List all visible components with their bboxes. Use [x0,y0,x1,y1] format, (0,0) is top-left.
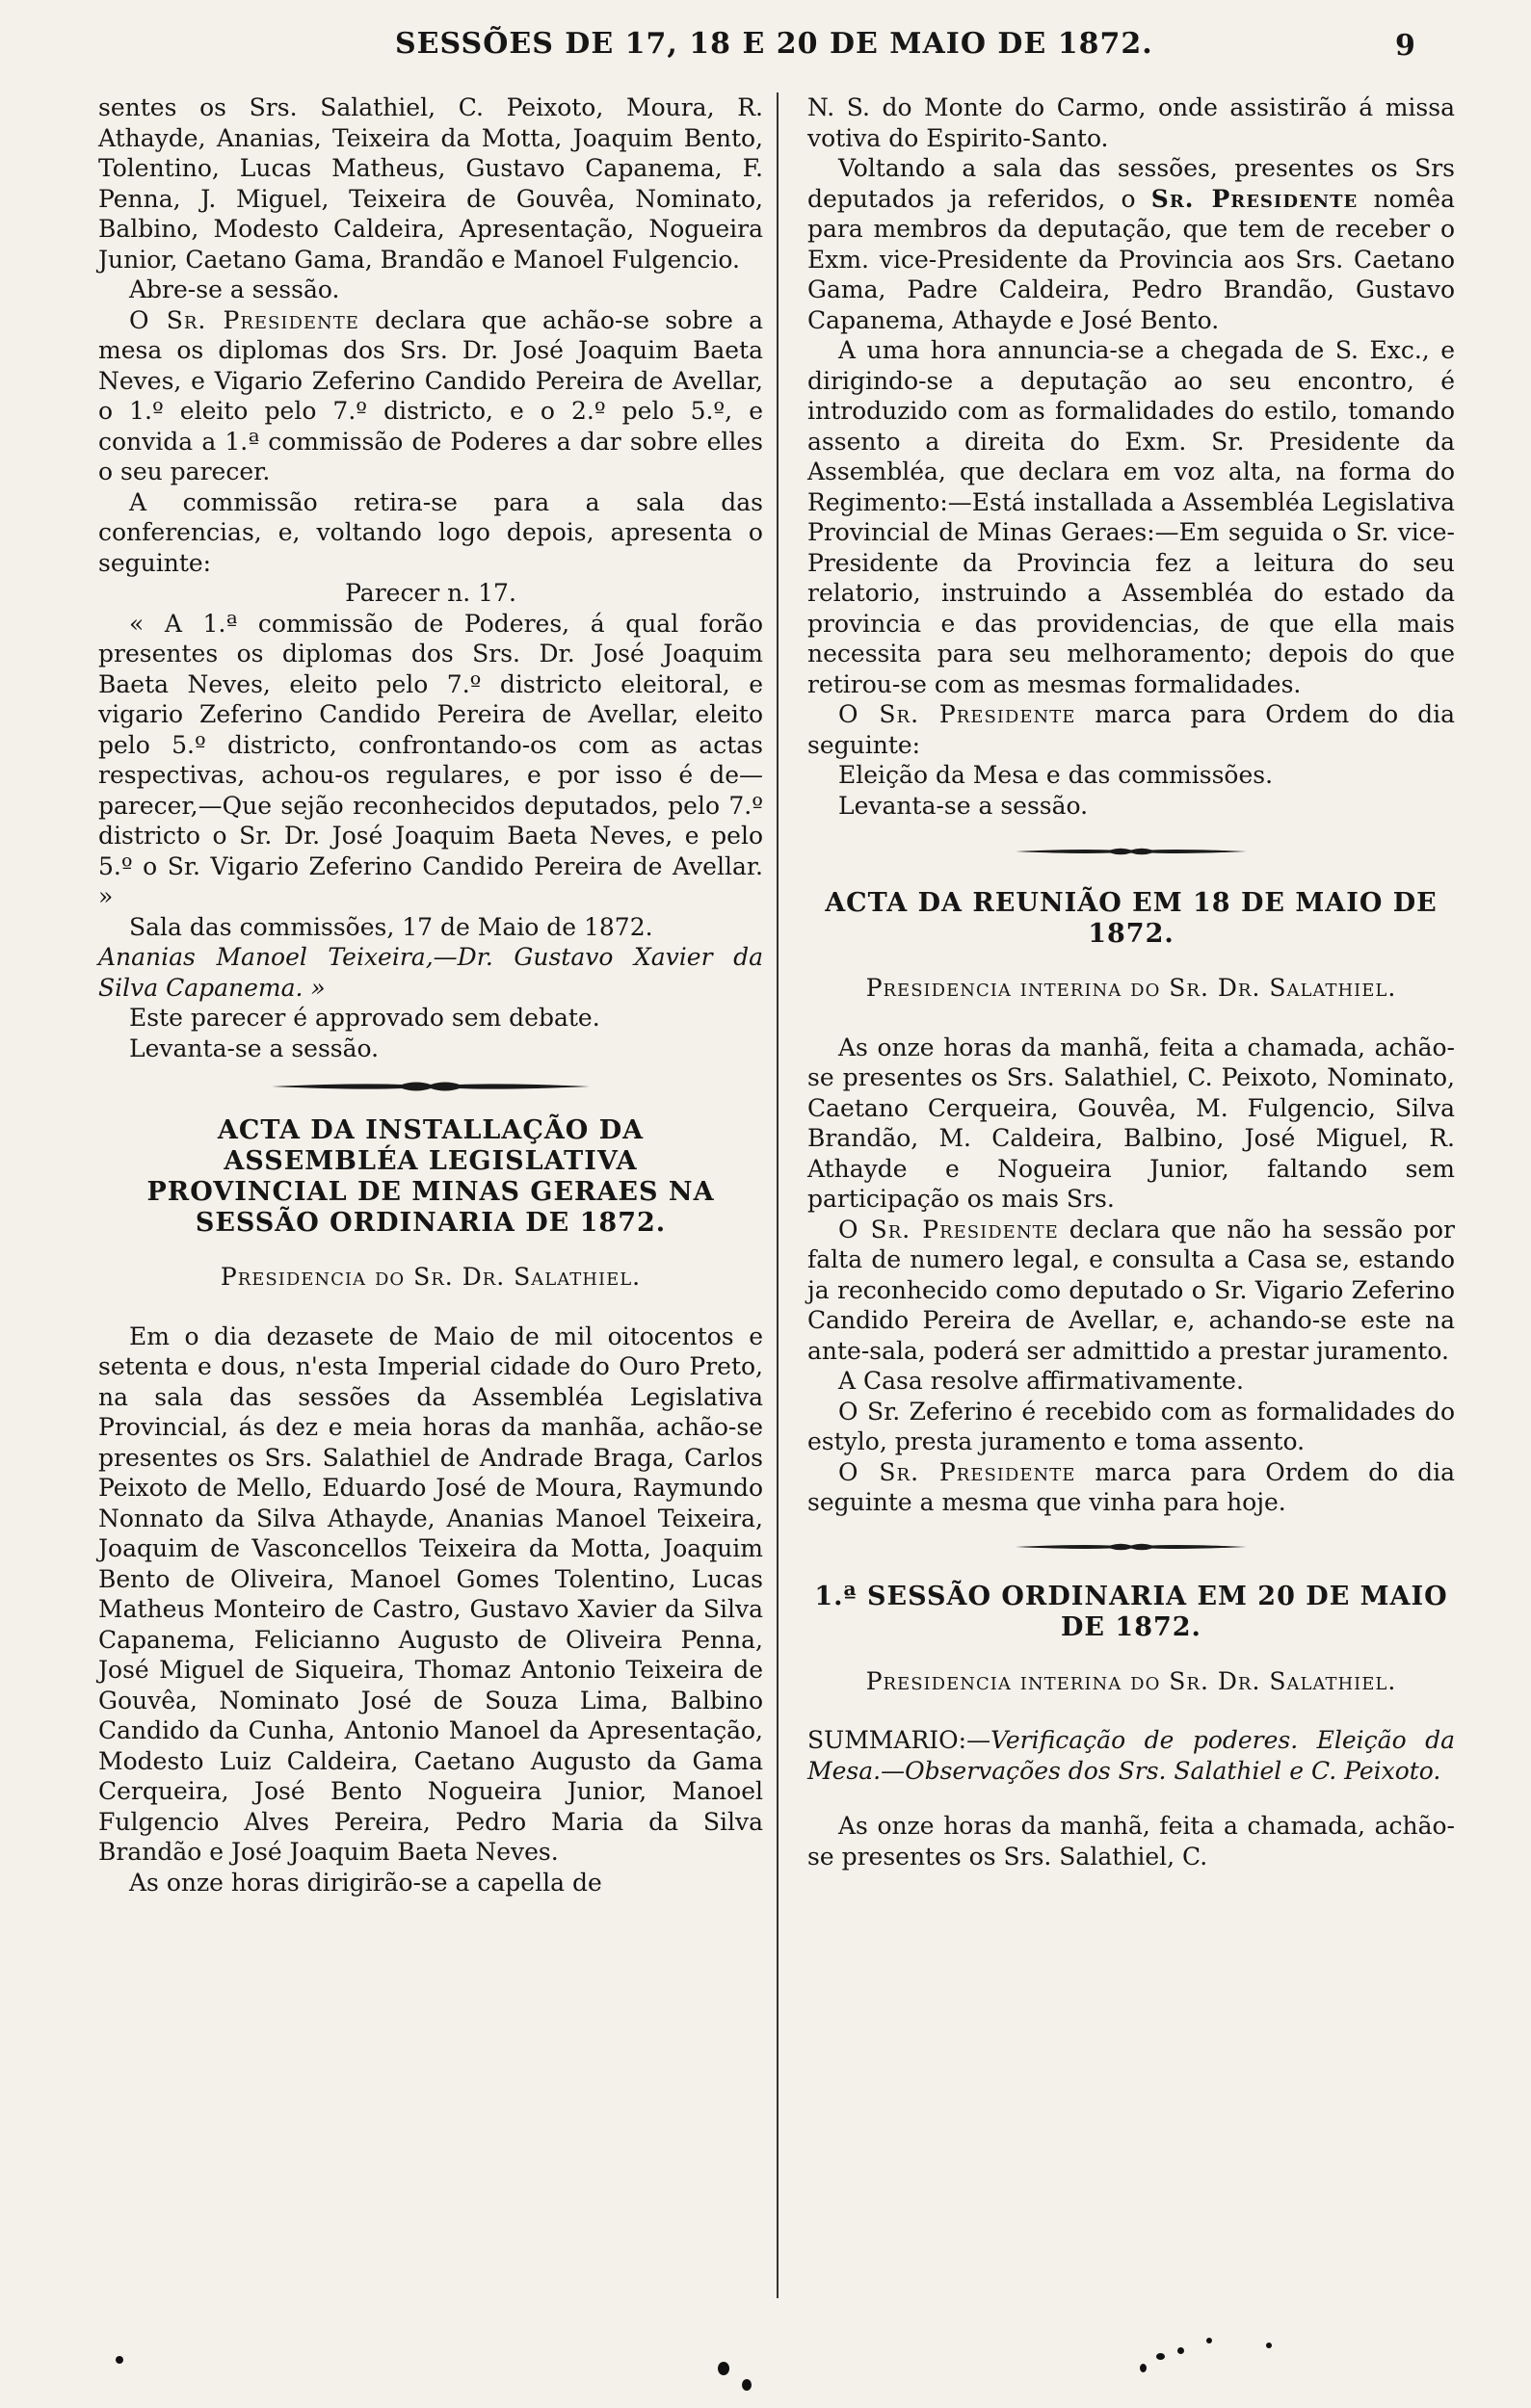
ornament-rule-icon [272,1077,590,1096]
left-paragraph-approved: Este parecer é approvado sem debate. [129,1004,600,1032]
left-paragraph-chapel: As onze horas dirigirão-se a capella de [129,1868,602,1897]
ink-speck [1266,2343,1272,2348]
right-paragraph-arrival: A uma hora annuncia-se a chegada de S. Exc., e dirigindo-se a deputação ao seu encontro, é introduzido com as formalidades do estilo, tomando assento a direita do Exm. Sr. Presidente da Assembléa, que declara em voz alta, na forma do Regimento:—Está installada a Assembléa Legislativa Provincial de Minas Geraes:—Em seguida o Sr. vice-Presidente da Provincia fez a leitura do seu relatorio, instruindo a Assembléa do estado da provincia e das providencias, de que ella mais necessita para seu melhoramento; depois do que retirou-se com as mesmas formalidades. [807,336,1455,698]
left-paragraph-attendees: sentes os Srs. Salathiel, C. Peixoto, Moura, R. Athayde, Ananias, Teixeira da Motta, Joaquim Bento, Tolentino, Lucas Matheus, Gustavo Capanema, F. Penna, J. Miguel, Teixeira de Gouvêa, Nominato, Balbino, Modesto Caldeira, Apresentação, Nogueira Junior, Caetano Gama, Brandão e Manoel Fulgencio. [98,93,763,274]
ink-speck [116,2356,123,2364]
left-paragraph-opening: Abre-se a sessão. [129,275,340,303]
parecer-title: Parecer n. 17. [345,579,516,607]
column-rule [777,92,779,2298]
right-paragraph-oath: O Sr. Zeferino é recebido com as formalidades do estylo, presta juramento e toma assento. [807,1397,1455,1455]
right-paragraph-roll-call: As onze horas da manhã, feita a chamada, achão-se presentes os Srs. Salathiel, C. Peixoto, Nominato, Caetano Cerqueira, Gouvêa, M. Fulgencio, Silva Brandão, M. Caldeira, Balbino, José Miguel, R. Athayde e Nogueira Junior, faltando sem participação os mais Srs. [807,1033,1455,1213]
left-paragraph-parecer: « A 1.ª commissão de Poderes, á qual forão presentes os diplomas dos Srs. Dr. José Joaquim Baeta Neves, eleito pelo 7.º districto eleitoral, e vigario Zeferino Candido Pereira de Avellar, eleito pelo 5.º districto, confrontando-os com as actas respectivas, achou-os regulares, e por isso é de—parecer,—Que sejão reconhecidos deputados, pelo 7.º districto o Sr. Dr. José Joaquim Baeta Neves, e pelo 5.º o Sr. Vigario Zeferino Candido Pereira de Avellar. » [98,609,763,910]
left-paragraph-commission: A commissão retira-se para a sala das conferencias, e, voltando logo depois, apresenta o seguinte: [98,487,763,577]
ornament-rule-icon [1016,1537,1247,1557]
left-paragraph-installation: Em o dia dezasete de Maio de mil oitocentos e setenta e dous, n'esta Imperial cidade do Ouro Preto, na sala das sessões da Assembléa Legislativa Provincial, ás dez e meia horas da manhãa, achão-se presentes os Srs. Salathiel de Andrade Braga, Carlos Peixoto de Mello, Eduardo José de Moura, Raymundo Nonnato da Silva Athayde, Ananias Manoel Teixeira, Joaquim de Vasconcellos Teixeira da Motta, Joaquim Bento de Oliveira, Manoel Gomes Tolentino, Lucas Matheus Monteiro de Castro, Gustavo Xavier da Silva Capanema, Felicianno Augusto de Oliveira Penna, José Miguel de Siqueira, Thomaz Antonio Teixeira de Gouvêa, Nominato José de Souza Lima, Balbino Candido da Cunha, Antonio Manoel da Apresentação, Modesto Luiz Caldeira, Caetano Augusto da Gama Cerqueira, José Bento Nogueira Junior, Manoel Fulgencio Alves Pereira, Pedro Maria da Silva Brandão e José Joaquim Baeta Neves. [98,1322,763,1866]
presidency-line: Presidencia interina do Sr. Dr. Salathiel. [865,974,1397,1002]
right-paragraph-summary [807,1725,1455,1786]
ink-speck [1140,2364,1147,2372]
ink-speck [718,2362,729,2375]
ornament-divider [807,1518,1455,1576]
presidency-line: Presidencia interina do Sr. Dr. Salathiel. [865,1666,1397,1695]
ink-speck [742,2379,752,2391]
right-paragraph-mass: N. S. do Monte do Carmo, onde assistirão á missa votiva do Espirito-Santo. [807,93,1455,152]
speaker-text: marca para Ordem do dia seguinte a mesma que vinha para hoje. [807,1457,1456,1516]
ink-speck [1156,2353,1165,2360]
text-run: Voltando a sala das sessões, presentes os Srs deputados ja referidos, o [807,154,1455,213]
speaker-label: O Sr. Presidente [838,700,1076,728]
right-paragraph-resolution: A Casa resolve affirmativamente. [838,1367,1244,1395]
ornament-rule-icon [1016,842,1247,861]
left-column [98,92,763,1898]
right-paragraph-election: Eleição da Mesa e das commissões. [838,761,1274,789]
right-paragraph-roll-call-20: As onze horas da manhã, feita a chamada, achão-se presentes os Srs. Salathiel, C. [807,1812,1455,1871]
speaker-label: O Sr. Presidente [838,1215,1059,1243]
right-paragraph-closing: Levanta-se a sessão. [838,791,1089,820]
left-paragraph-date: Sala das commissões, 17 de Maio de 1872. [129,912,653,941]
ink-speck [1206,2338,1212,2343]
right-paragraph-no-session [807,1215,1455,1367]
speaker-label: O Sr. Presidente [129,305,359,334]
speaker-text: declara que achão-se sobre a mesa os diplomas dos Srs. Dr. José Joaquim Baeta Neves, e Vigario Zeferino Candido Pereira de Avellar, o 1.º eleito pelo 7.º districto, e o 2.º pelo 5.º, e convida a 1.ª commissão de Poderes a dar sobre elles o seu parecer. [98,305,763,485]
speaker-label: Sr. Presidente [1150,184,1359,213]
left-paragraph-signatures: Ananias Manoel Teixeira,—Dr. Gustavo Xavier da Silva Capanema. » [98,943,763,1002]
ornament-divider [98,1063,763,1110]
right-column [807,92,1455,1871]
speaker-text: marca para Ordem do dia seguinte: [807,700,1456,759]
right-paragraph-order [807,699,1455,760]
section-heading-ordinary-session: 1.ª SESSÃO ORDINARIA EM 20 DE MAIO DE 1872. [814,1581,1448,1642]
ornament-divider [807,821,1455,882]
ink-speck [1177,2347,1184,2354]
summary-label: SUMMARIO: [807,1726,967,1754]
left-paragraph-president-declares [98,305,763,487]
page-number: 9 [1395,29,1415,63]
section-heading-installation: ACTA DA INSTALLAÇÃO DA ASSEMBLÉA LEGISLATIVA PROVINCIAL DE MINAS GERAES NA SESSÃO ORDINARIA DE 1872. [146,1115,715,1238]
running-title: SESSÕES DE 17, 18 E 20 DE MAIO DE 1872. [395,27,1153,61]
right-paragraph-next-order [807,1457,1455,1518]
speaker-text: declara que não ha sessão por falta de numero legal, e consulta a Casa se, estando ja reconhecido como deputado o Sr. Vigario Zeferino Candido Pereira de Avellar, e, achando-se este na ante-sala, poderá ser admittido a prestar juramento. [807,1215,1455,1365]
right-paragraph-deputation [807,153,1455,335]
text-run: nomêa para membros da deputação, que tem de receber o Exm. vice-Presidente da Provincia aos Srs. Caetano Gama, Padre Caldeira, Pedro Brandão, Gustavo Capanema, Athayde e José Bento. [807,184,1455,334]
running-head [0,27,1531,75]
presidency-line: Presidencia do Sr. Dr. Salathiel. [220,1263,642,1291]
summary-text: —Verificação de poderes. Eleição da Mesa.—Observações dos Srs. Salathiel e C. Peixoto. [807,1726,1455,1785]
left-paragraph-closing: Levanta-se a sessão. [129,1034,380,1062]
section-heading-meeting: ACTA DA REUNIÃO EM 18 DE MAIO DE 1872. [825,888,1438,949]
speaker-label: O Sr. Presidente [838,1457,1076,1486]
